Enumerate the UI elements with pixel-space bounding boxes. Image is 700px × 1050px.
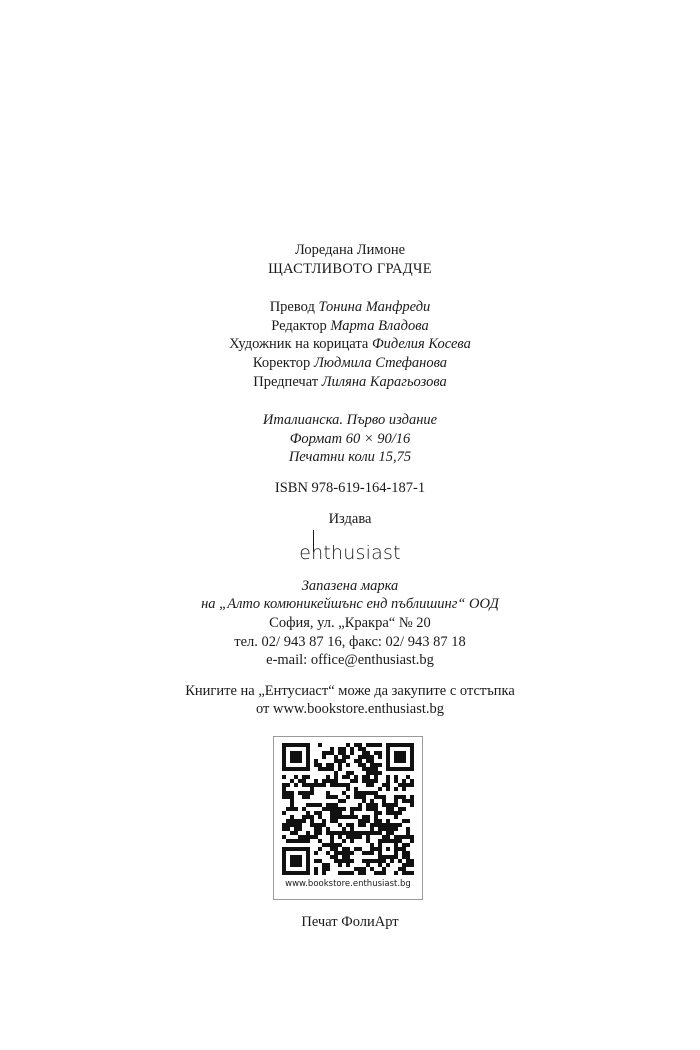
- publisher-label: Издава: [328, 511, 372, 527]
- credit-person: Марта Владова: [330, 318, 429, 334]
- format-label: Формат: [289, 431, 343, 447]
- author-name: Лоредана Лимоне: [294, 242, 406, 258]
- edition-origin: Италианска. Първо издание: [262, 412, 438, 428]
- credit-proofreader: [0, 354, 700, 372]
- publisher-phone: тел. 02/ 943 87 16, факс: 02/ 943 87 18: [234, 634, 466, 650]
- credit-translation: [0, 298, 700, 316]
- publisher-address: София, ул. „Кракра“ № 20: [269, 615, 431, 631]
- printer-credit: Печат ФолиАрт: [301, 914, 399, 930]
- isbn: ISBN 978-619-164-187-1: [274, 480, 426, 496]
- edition-sheets: Печатни коли 15,75: [288, 449, 412, 465]
- store-url: от www.bookstore.enthusiast.bg: [255, 701, 445, 717]
- credit-role: Превод: [269, 299, 315, 315]
- credit-person: Тонина Манфреди: [318, 299, 431, 315]
- qr-code-icon: [282, 743, 414, 875]
- credit-person: Лиляна Карагьозова: [321, 374, 447, 390]
- credit-cover-artist: [0, 335, 700, 353]
- edition-format: [0, 430, 700, 448]
- publisher-logo: enthusiast: [299, 542, 401, 564]
- credit-person: Людмила Стефанова: [313, 355, 448, 371]
- credit-role: Коректор: [252, 355, 311, 371]
- book-title: ЩАСТЛИВОТО ГРАДЧЕ: [268, 261, 432, 277]
- credit-prepress: [0, 373, 700, 391]
- credit-role: Художник на корицата: [229, 336, 369, 352]
- credit-person: Фиделия Косева: [371, 336, 471, 352]
- trademark-owner: на „Алто комюникейшънс енд пъблишинг“ ООД: [201, 596, 499, 612]
- qr-code-panel: [273, 736, 423, 900]
- store-note: Книгите на „Ентусиаст“ може да закупите с отстъпка: [185, 683, 515, 699]
- qr-caption: www.bookstore.enthusiast.bg: [285, 879, 411, 889]
- trademark-line: Запазена марка: [301, 578, 399, 594]
- credit-role: Редактор: [271, 318, 327, 334]
- publisher-email: e-mail: office@enthusiast.bg: [266, 652, 434, 668]
- credit-editor: [0, 317, 700, 335]
- format-value: 60 × 90/16: [345, 431, 411, 447]
- credit-role: Предпечат: [253, 374, 319, 390]
